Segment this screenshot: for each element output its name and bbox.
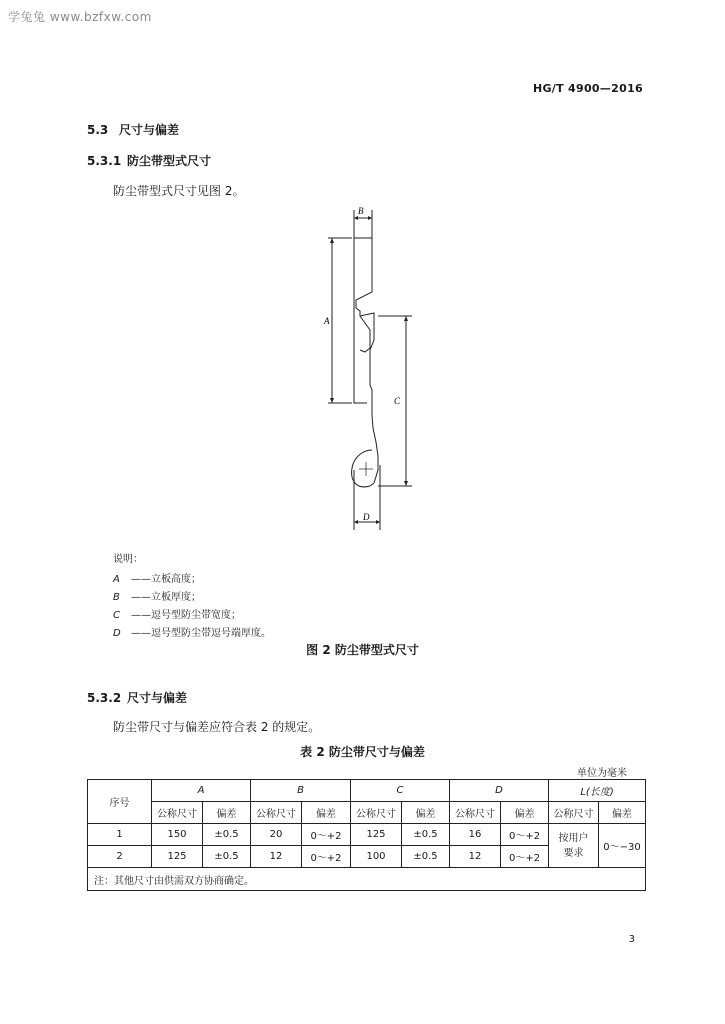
cell-b-tolerance: 0～+2: [302, 846, 351, 868]
dimension-label-c: C: [394, 396, 401, 406]
header-seq: 序号: [88, 780, 152, 824]
subsection-heading-2: [87, 689, 187, 706]
cell-d-nominal: 16: [450, 824, 501, 846]
subsection-number-2: 5.3.2: [87, 691, 122, 705]
cell-b-tolerance: 0～+2: [302, 824, 351, 846]
subheader-nominal: 公称尺寸: [152, 802, 203, 824]
cell-a-tolerance: ±0.5: [203, 824, 251, 846]
subheader-nominal: 公称尺寸: [351, 802, 402, 824]
subheader-tolerance: 偏差: [203, 802, 251, 824]
header-group-a: A: [152, 780, 251, 802]
table-row: [88, 824, 646, 846]
subsection-heading-1: [87, 152, 211, 169]
cell-seq: 2: [88, 846, 152, 868]
cell-b-nominal: 12: [251, 846, 302, 868]
header-group-l: L(长度): [549, 780, 646, 802]
cell-b-nominal: 20: [251, 824, 302, 846]
legend-text: 逗号型防尘带逗号端厚度。: [151, 628, 271, 639]
paragraph-figure-reference: 防尘带型式尺寸见图 2。: [113, 184, 245, 198]
legend-text: 立板高度；: [151, 574, 201, 585]
cell-c-tolerance: ±0.5: [402, 846, 450, 868]
dimension-label-d: D: [363, 512, 370, 522]
legend-sep: ——: [131, 592, 151, 603]
table-subheader-row: [88, 802, 646, 824]
subsection-title-2: 尺寸与偏差: [127, 691, 188, 705]
cell-l-tolerance: 0～−30: [599, 824, 646, 868]
legend-key: C: [113, 610, 120, 621]
section-title: 尺寸与偏差: [119, 123, 180, 137]
legend-title: 说明：: [113, 554, 143, 565]
figure-caption: 图 2 防尘带型式尺寸: [306, 643, 419, 657]
cell-d-tolerance: 0～+2: [501, 846, 549, 868]
watermark: 学兔兔 www.bzfxw.com: [8, 10, 152, 24]
legend-item-b: [113, 588, 201, 603]
header-group-d: D: [450, 780, 549, 802]
table-header-row: [88, 780, 646, 802]
legend-text: 立板厚度；: [151, 592, 201, 603]
cell-a-nominal: 150: [152, 824, 203, 846]
legend-sep: ——: [131, 628, 151, 639]
cell-seq: 1: [88, 824, 152, 846]
legend-text: 逗号型防尘带宽度；: [151, 610, 241, 621]
cell-a-nominal: 125: [152, 846, 203, 868]
subheader-tolerance: 偏差: [599, 802, 646, 824]
cell-d-nominal: 12: [450, 846, 501, 868]
header-group-b: B: [251, 780, 351, 802]
legend-key: A: [113, 574, 120, 585]
legend-key: B: [113, 592, 120, 603]
dust-strip-drawing: [300, 200, 440, 540]
cell-c-nominal: 125: [351, 824, 402, 846]
table-caption: 表 2 防尘带尺寸与偏差: [300, 745, 425, 759]
subheader-nominal: 公称尺寸: [251, 802, 302, 824]
legend-sep: ——: [131, 610, 151, 621]
table-note-row: [88, 868, 646, 891]
paragraph-table-reference: 防尘带尺寸与偏差应符合表 2 的规定。: [113, 720, 321, 734]
section-heading: [87, 121, 179, 138]
table-unit: 单位为毫米: [577, 768, 627, 779]
table-note: 注：其他尺寸由供需双方协商确定。: [88, 868, 646, 891]
subheader-nominal: 公称尺寸: [450, 802, 501, 824]
document-number: HG/T 4900—2016: [532, 82, 643, 95]
cell-a-tolerance: ±0.5: [203, 846, 251, 868]
cell-c-nominal: 100: [351, 846, 402, 868]
legend-key: D: [113, 628, 121, 639]
subsection-number-1: 5.3.1: [87, 154, 122, 168]
subheader-tolerance: 偏差: [302, 802, 351, 824]
legend-item-a: [113, 570, 201, 585]
dimension-label-b: B: [358, 206, 364, 216]
legend-sep: ——: [131, 574, 151, 585]
dimension-table: [87, 779, 646, 891]
page-number: 3: [628, 934, 635, 945]
cell-l-nominal: 按用户要求: [549, 824, 599, 868]
cell-d-tolerance: 0～+2: [501, 824, 549, 846]
section-number: 5.3: [87, 123, 109, 137]
subheader-tolerance: 偏差: [402, 802, 450, 824]
subheader-nominal: 公称尺寸: [549, 802, 599, 824]
header-group-c: C: [351, 780, 450, 802]
subsection-title-1: 防尘带型式尺寸: [127, 154, 212, 168]
legend-item-d: [113, 624, 271, 639]
legend-item-c: [113, 606, 241, 621]
subheader-tolerance: 偏差: [501, 802, 549, 824]
dimension-label-a: A: [324, 316, 330, 326]
cell-c-tolerance: ±0.5: [402, 824, 450, 846]
